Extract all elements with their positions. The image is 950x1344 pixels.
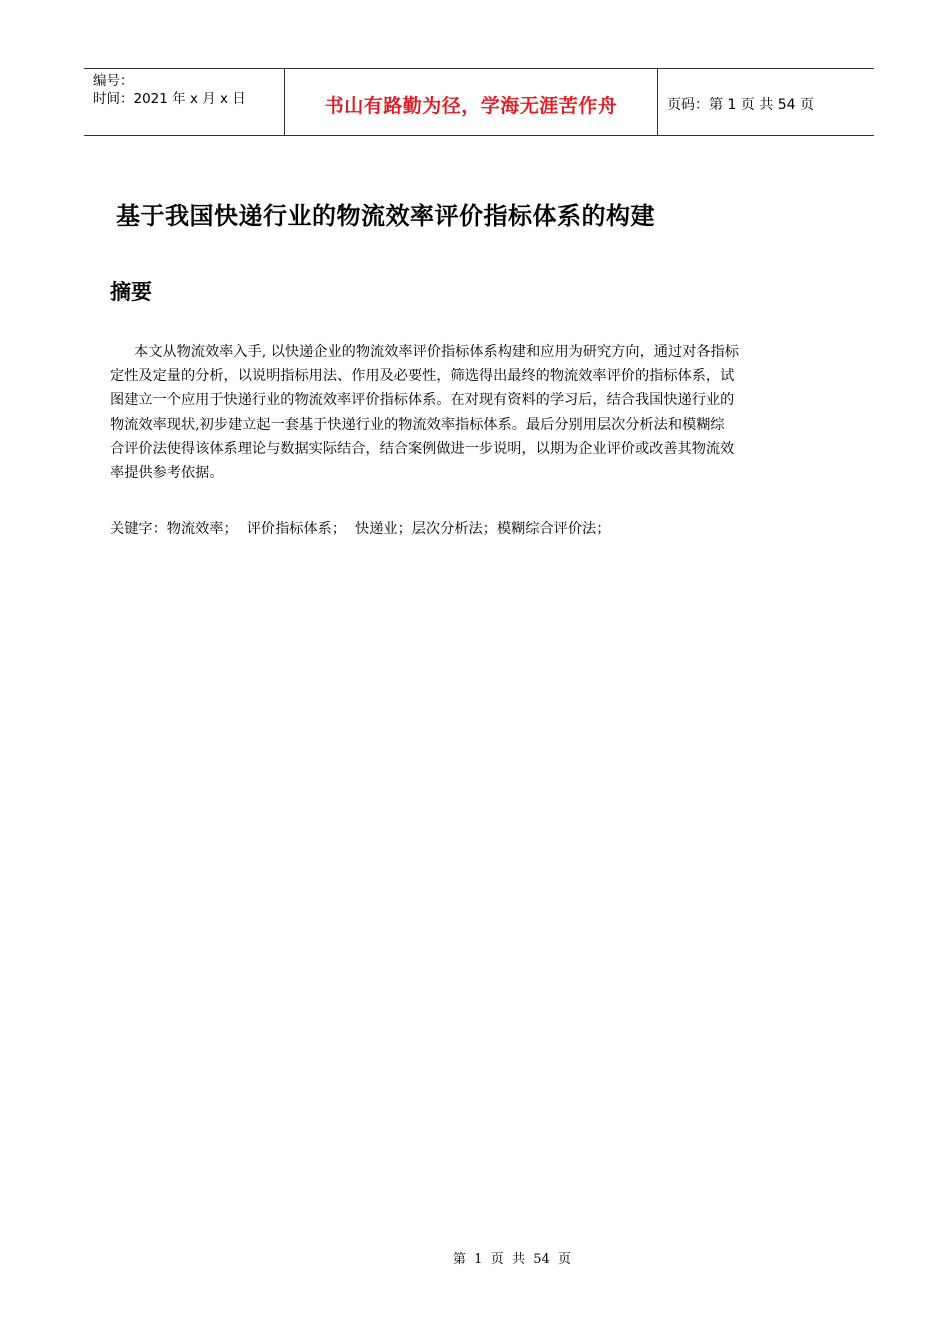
keywords-line: 关键字：物流效率； 评价指标体系； 快递业；层次分析法；模糊综合评价法； — [110, 521, 611, 537]
document-date-label: 时间：2021 年 x 月 x 日 — [93, 91, 246, 107]
document-number-label: 编号： — [93, 73, 134, 89]
abstract-heading: 摘要 — [110, 280, 152, 304]
header-motto: 书山有路勤为径，学海无涯苦作舟 — [324, 94, 618, 117]
abstract-line: 合评价法使得该体系理论与数据实际结合，结合案例做进一步说明，以期为企业评价或改善其物流效 — [110, 440, 735, 457]
abstract-body — [110, 340, 852, 485]
header-table — [84, 68, 874, 136]
document-title: 基于我国快递行业的物流效率评价指标体系的构建 — [116, 202, 655, 230]
abstract-line: 图建立一个应用于快递行业的物流效率评价指标体系。在对现有资料的学习后，结合我国快递行业的 — [110, 392, 735, 409]
abstract-line: 本文从物流效率入手, 以快递企业的物流效率评价指标体系构建和应用为研究方向，通过对各指标 — [134, 344, 739, 360]
header-page-code: 页码：第 1 页 共 54 页 — [667, 97, 814, 113]
header-page-cell — [658, 69, 874, 135]
abstract-line: 定性及定量的分析，以说明指标用法、作用及必要性，筛选得出最终的物流效率评价的指标体系，试 — [110, 368, 735, 385]
page-footer: 第 1 页 共 54 页 — [452, 1252, 572, 1267]
abstract-line: 物流效率现状,初步建立起一套基于快递行业的物流效率指标体系。最后分别用层次分析法和模糊综 — [110, 416, 725, 433]
header-meta-cell — [84, 69, 285, 135]
header-motto-cell — [285, 69, 658, 135]
abstract-line: 率提供参考依据。 — [110, 465, 224, 482]
